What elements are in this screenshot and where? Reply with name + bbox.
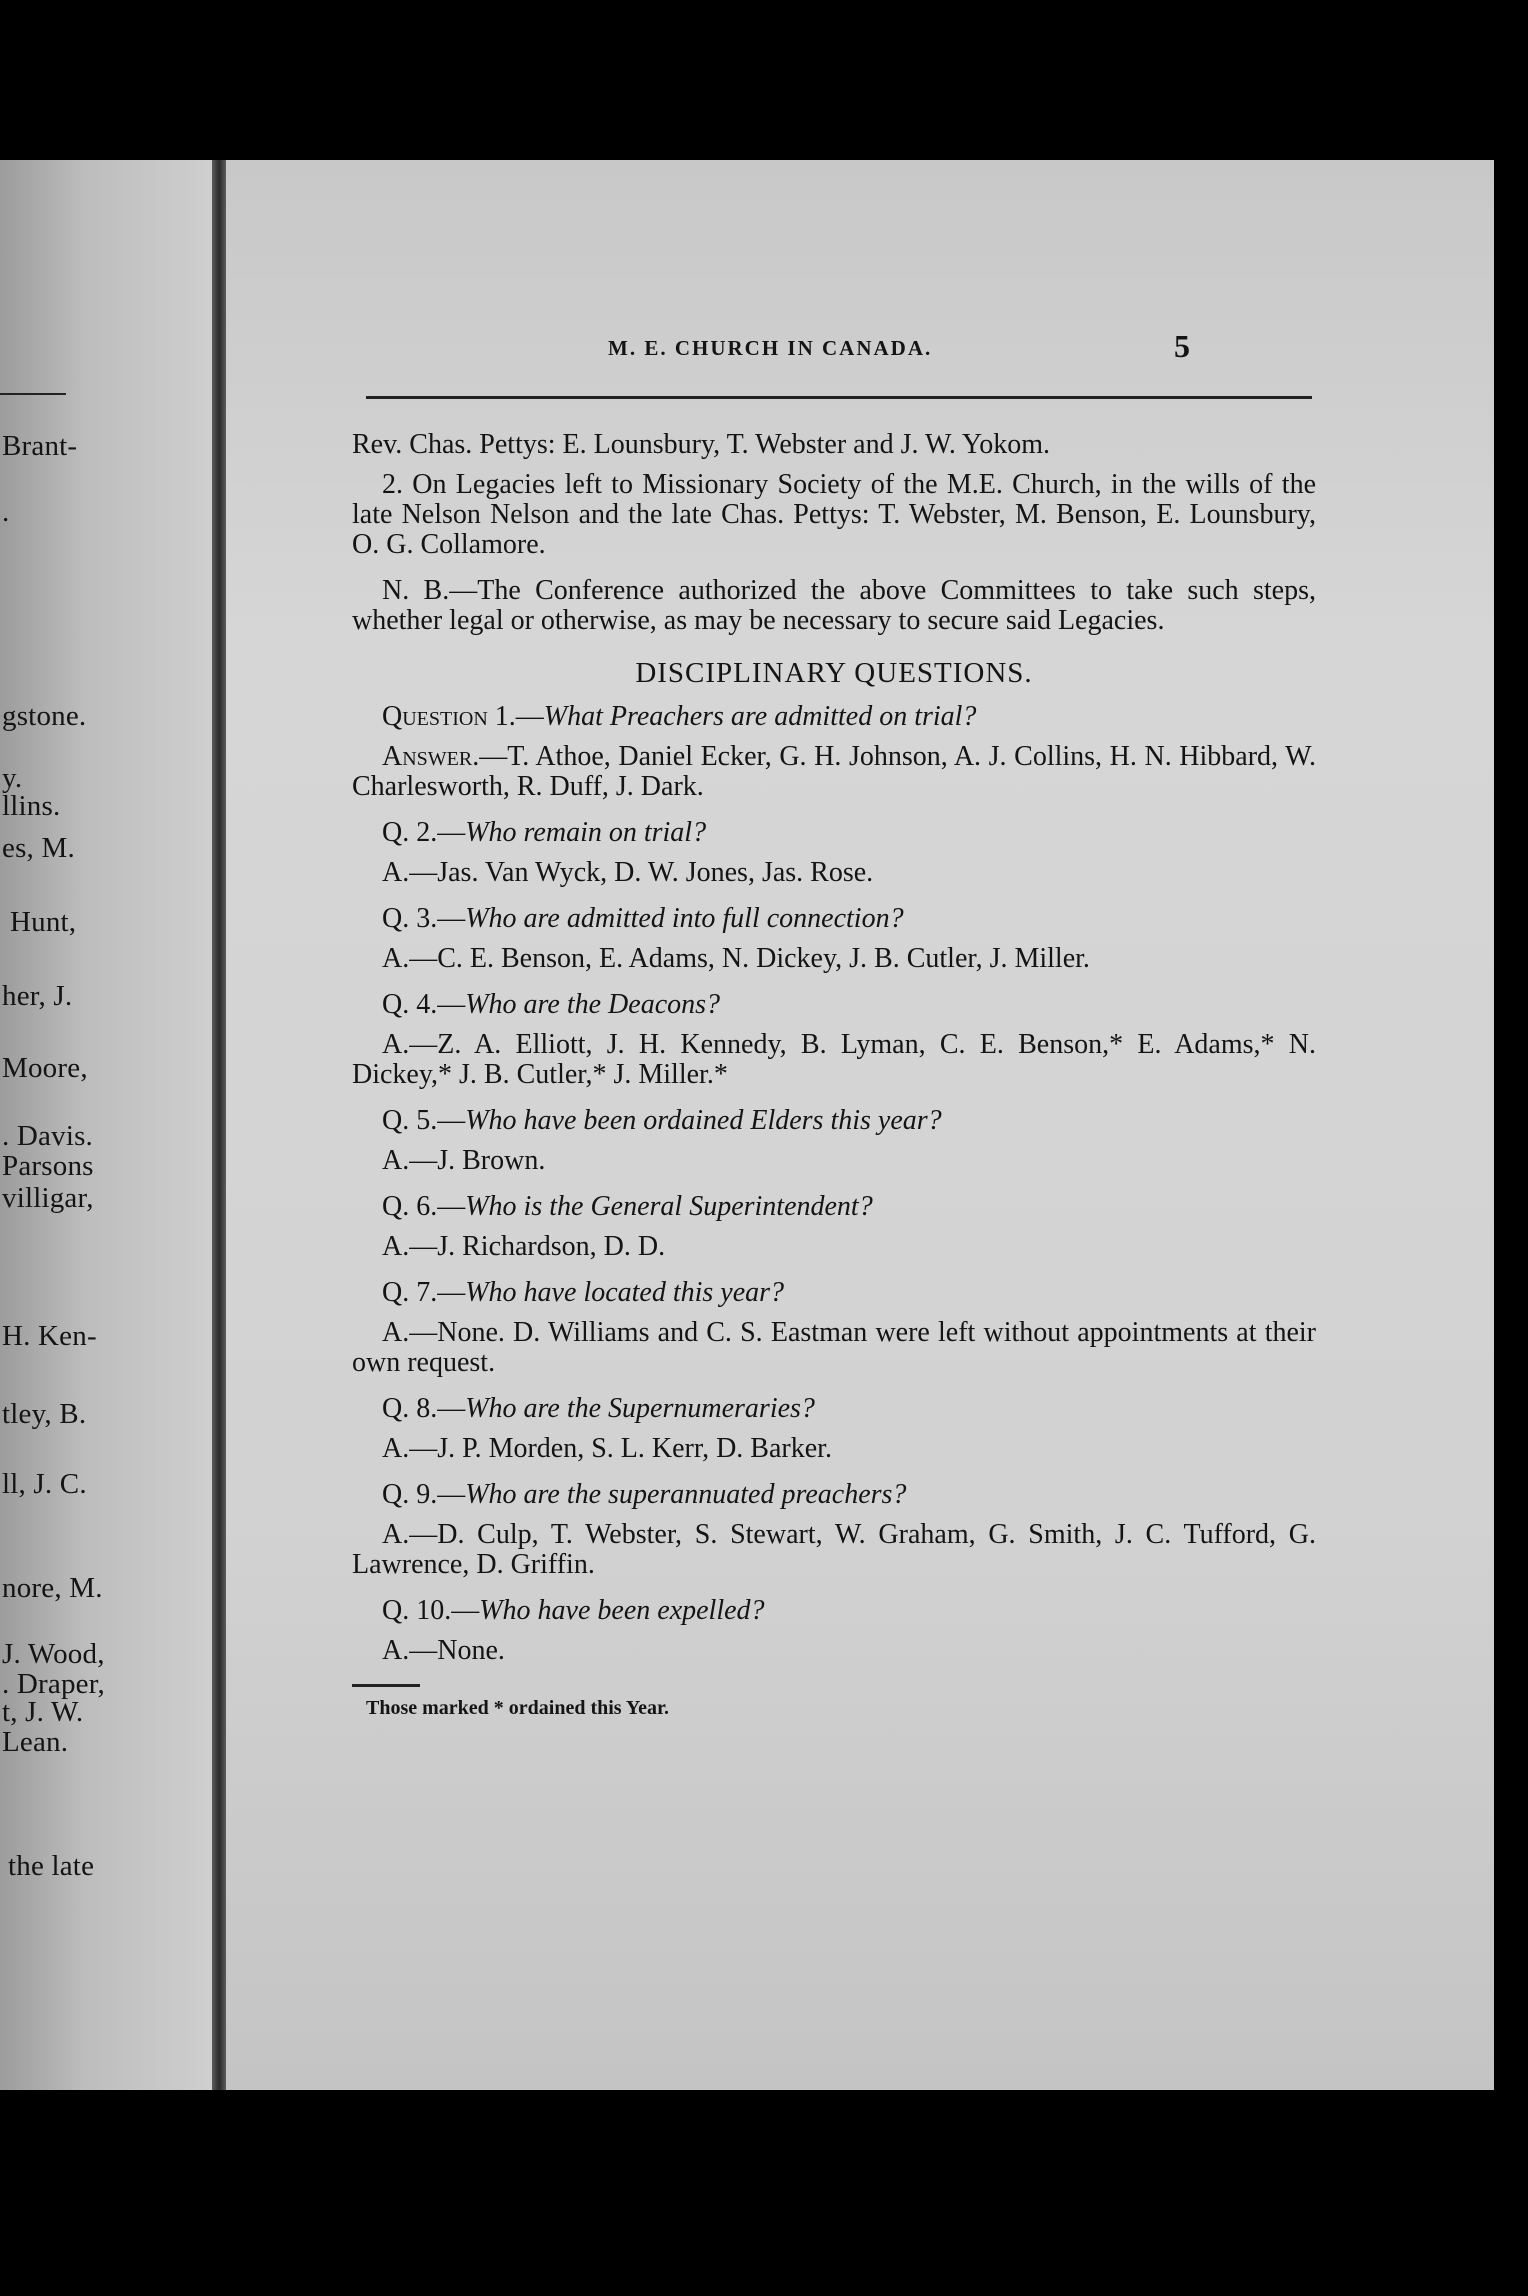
question-text: Who have been ordained Elders this year? [465, 1105, 942, 1136]
left-fragment: Lean. [2, 1726, 69, 1758]
left-fragment: t, J. W. [2, 1696, 84, 1728]
left-fragment: Brant- [2, 430, 78, 462]
question-text: Who are the superannuated preachers? [465, 1479, 907, 1510]
question-label: Question 1.— [382, 701, 544, 732]
left-fragment: ll, J. C. [2, 1468, 87, 1500]
question-1 [352, 702, 1316, 732]
answer-label: Answer. [382, 741, 480, 772]
right-page [226, 160, 1494, 2090]
left-fragment: gstone. [2, 700, 87, 732]
left-fragment: her, J. [2, 980, 73, 1012]
question-label: Q. 10.— [382, 1595, 480, 1626]
question-label: Q. 9.— [382, 1479, 466, 1510]
answer-7: A.—None. D. Williams and C. S. Eastman were left without appointments at their own request. [352, 1317, 1316, 1378]
left-fragment: es, M. [2, 832, 75, 864]
left-fragment: villigar, [2, 1182, 94, 1214]
question-label: Q. 4.— [382, 989, 466, 1020]
paragraph-nb: N. B.—The Conference authorized the above Committees to take such steps, whether legal or otherwise, as may be necessary to secure said Legacies. [352, 575, 1316, 636]
section-heading: DISCIPLINARY QUESTIONS. [635, 657, 1033, 689]
question-8 [352, 1394, 1316, 1424]
question-label: Q. 8.— [382, 1393, 466, 1424]
left-fragment: . [2, 496, 10, 528]
question-text: Who remain on trial? [465, 817, 707, 848]
answer-8: A.—J. P. Morden, S. L. Kerr, D. Barker. [382, 1433, 832, 1464]
left-fragment: the late [8, 1850, 95, 1882]
question-5 [352, 1106, 1316, 1136]
question-3 [352, 904, 1316, 934]
answer-2: A.—Jas. Van Wyck, D. W. Jones, Jas. Rose. [382, 857, 874, 888]
question-label: Q. 7.— [382, 1277, 466, 1308]
question-label: Q. 5.— [382, 1105, 466, 1136]
answer-4: A.—Z. A. Elliott, J. H. Kennedy, B. Lyman, C. E. Benson,* E. Adams,* N. Dickey,* J. B. Cutler,* J. Miller.* [352, 1029, 1316, 1090]
question-7 [352, 1278, 1316, 1308]
answer-6: A.—J. Richardson, D. D. [382, 1231, 666, 1262]
question-text: What Preachers are admitted on trial? [543, 701, 977, 732]
answer-3: A.—C. E. Benson, E. Adams, N. Dickey, J. B. Cutler, J. Miller. [382, 943, 1090, 974]
page-header [226, 328, 1494, 376]
question-text: Who have been expelled? [479, 1595, 765, 1626]
left-fragment: . Davis. [2, 1120, 94, 1152]
page-number: 5 [1174, 328, 1190, 364]
question-2 [352, 818, 1316, 848]
left-page-edge [0, 160, 214, 2090]
left-fragment: Moore, [2, 1052, 88, 1084]
left-fragment: tley, B. [2, 1398, 87, 1430]
footnote: Those marked * ordained this Year. [366, 1697, 669, 1719]
question-10 [352, 1596, 1316, 1626]
left-fragment: H. Ken- [2, 1320, 97, 1352]
page-body [352, 430, 1316, 1723]
answer-5: A.—J. Brown. [382, 1145, 546, 1176]
left-fragment: y. [2, 762, 23, 794]
question-text: Who are the Deacons? [465, 989, 721, 1020]
question-label: Q. 3.— [382, 903, 466, 934]
answer-9: A.—D. Culp, T. Webster, S. Stewart, W. Graham, G. Smith, J. C. Tufford, G. Lawrence, D. Griffin. [352, 1519, 1316, 1580]
running-head: M. E. CHURCH IN CANADA. [608, 336, 933, 360]
question-4 [352, 990, 1316, 1020]
question-6 [352, 1192, 1316, 1222]
question-text: Who is the General Superintendent? [465, 1191, 873, 1222]
answer-10: A.—None. [382, 1635, 505, 1666]
question-text: Who have located this year? [465, 1277, 785, 1308]
left-fragment: . Draper, [2, 1668, 105, 1700]
paragraph-committee: Rev. Chas. Pettys: E. Lounsbury, T. Webster and J. W. Yokom. [352, 429, 1051, 460]
footnote-rule [352, 1684, 420, 1687]
left-page-rule [0, 393, 66, 395]
question-9 [352, 1480, 1316, 1510]
question-text: Who are the Supernumeraries? [465, 1393, 815, 1424]
question-label: Q. 2.— [382, 817, 466, 848]
left-fragment: Hunt, [10, 906, 77, 938]
question-text: Who are admitted into full connection? [465, 903, 904, 934]
answer-1 [352, 742, 1316, 802]
header-rule [366, 396, 1312, 399]
left-fragment: J. Wood, [2, 1638, 105, 1670]
left-fragment: llins. [2, 790, 61, 822]
left-fragment: Parsons [2, 1150, 94, 1182]
question-label: Q. 6.— [382, 1191, 466, 1222]
left-fragment: nore, M. [2, 1572, 103, 1604]
answer-text: —T. Athoe, Daniel Ecker, G. H. Johnson, A. J. Collins, H. N. Hibbard, W. Charlesworth, R. Duff, J. Dark. [352, 741, 1316, 802]
paragraph-legacies: 2. On Legacies left to Missionary Society of the M.E. Church, in the wills of the late Nelson Nelson and the late Chas. Pettys: T. Webster, M. Benson, E. Lounsbury, O. G. Collamore. [352, 469, 1316, 560]
